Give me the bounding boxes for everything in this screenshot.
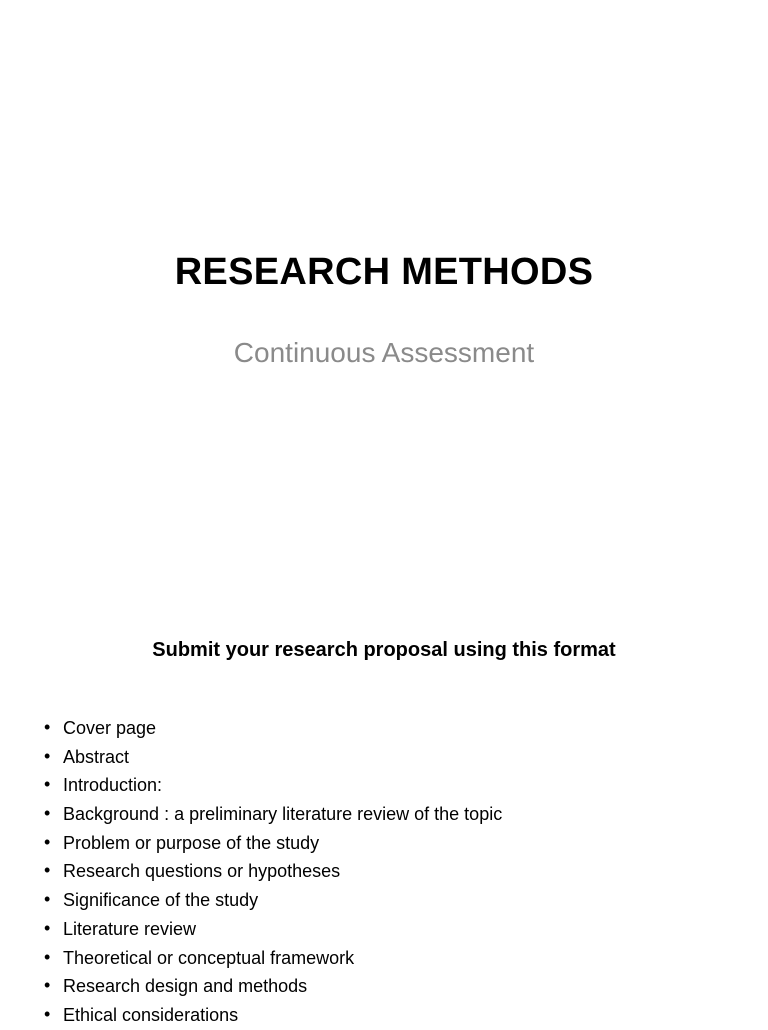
list-item bbox=[44, 944, 502, 973]
list-item bbox=[44, 714, 502, 743]
list-item bbox=[44, 915, 502, 944]
list-item-text: Problem or purpose of the study bbox=[63, 832, 320, 853]
list-item bbox=[44, 829, 502, 858]
bullet-icon: • bbox=[44, 946, 51, 967]
list-item bbox=[44, 1001, 502, 1030]
bullet-icon: • bbox=[44, 803, 51, 824]
bullet-icon: • bbox=[44, 975, 51, 996]
bullet-icon: • bbox=[44, 745, 51, 766]
slide-subtitle: Continuous Assessment bbox=[233, 337, 535, 368]
list-item bbox=[44, 800, 502, 829]
bullet-icon: • bbox=[44, 860, 51, 881]
list-item bbox=[44, 886, 502, 915]
list-item-text: Theoretical or conceptual framework bbox=[63, 947, 355, 968]
list-item-text: Significance of the study bbox=[63, 890, 259, 911]
bullet-icon: • bbox=[44, 917, 51, 938]
format-list bbox=[44, 714, 502, 1030]
list-item bbox=[44, 857, 502, 886]
list-item-text: Research questions or hypotheses bbox=[63, 861, 341, 882]
format-heading: Submit your research proposal using this format bbox=[152, 639, 616, 661]
bullet-icon: • bbox=[44, 1003, 51, 1024]
slide-title: RESEARCH METHODS bbox=[174, 251, 594, 293]
bullet-icon: • bbox=[44, 717, 51, 737]
list-item-text: Ethical considerations bbox=[63, 1004, 239, 1025]
bullet-icon: • bbox=[44, 889, 51, 910]
format-slide bbox=[0, 576, 768, 1024]
bullet-icon: • bbox=[44, 774, 51, 795]
list-item bbox=[44, 771, 502, 800]
list-item-text: Research design and methods bbox=[63, 976, 308, 997]
list-item-text: Introduction: bbox=[63, 775, 163, 796]
list-item-text: Background : a preliminary literature review of the topic bbox=[63, 804, 503, 825]
list-item-text: Literature review bbox=[63, 918, 197, 939]
list-item-text: Cover page bbox=[63, 718, 157, 738]
list-item-text: Abstract bbox=[63, 746, 130, 767]
list-item bbox=[44, 743, 502, 772]
list-item bbox=[44, 972, 502, 1001]
bullet-icon: • bbox=[44, 831, 51, 852]
